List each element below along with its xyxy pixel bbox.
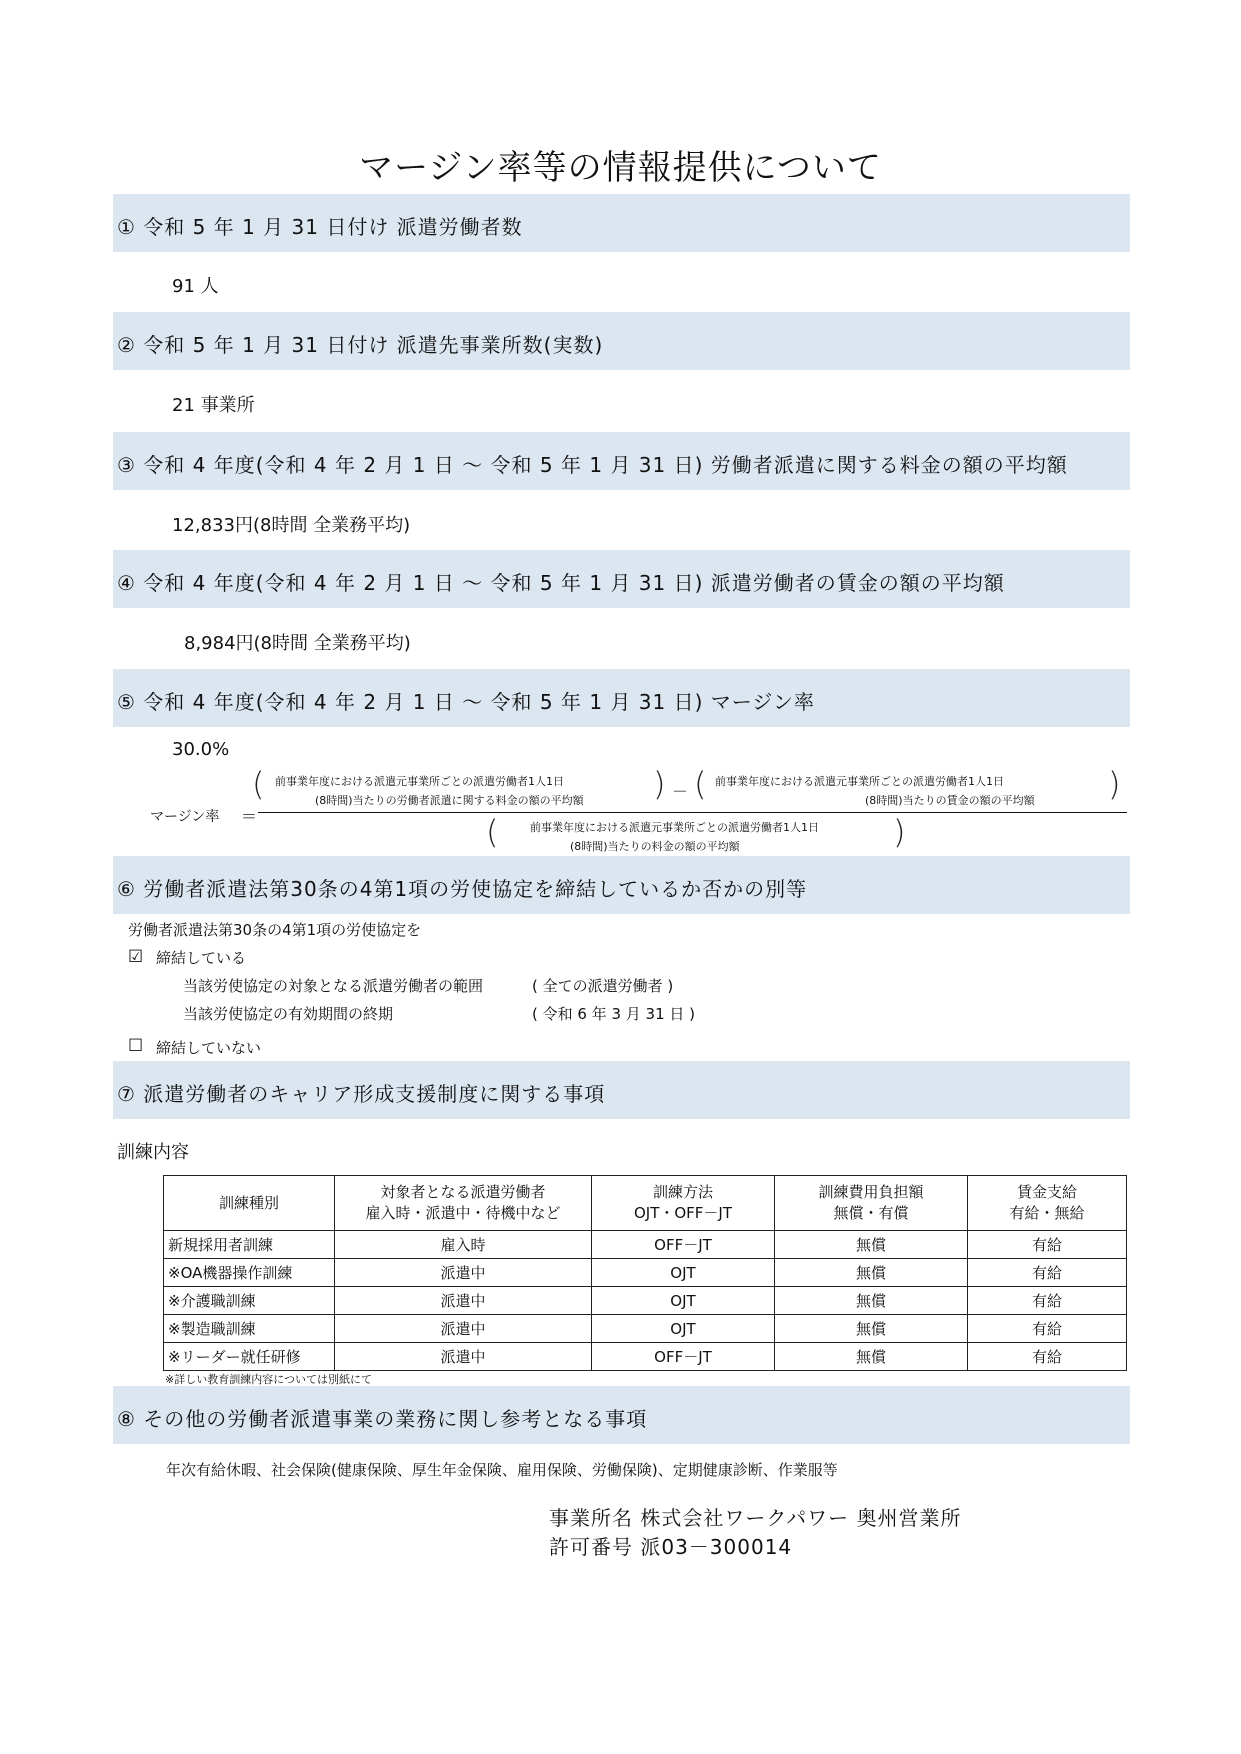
formula-equals: ＝ [241,807,258,826]
table-row [164,1231,1127,1259]
section-6-heading: ⑥ 労働者派遣法第30条の4第1項の労使協定を締結しているか否かの別等 [117,877,808,901]
section-3-heading: ③ 令和 4 年度(令和 4 年 2 月 1 日 ～ 令和 5 年 1 月 31 日) 労働者派遣に関する料金の額の平均額 [117,453,1068,477]
table-row [164,1315,1127,1343]
table-row [164,1343,1127,1371]
cell-cost: 無償 [775,1343,968,1371]
col-header-method: 訓練方法 OJT・OFF－JT [592,1176,775,1231]
section-5-heading: ⑤ 令和 4 年度(令和 4 年 2 月 1 日 ～ 令和 5 年 1 月 31 日) マージン率 [117,690,815,714]
cell-method: OJT [592,1259,775,1287]
cell-type: ※製造職訓練 [164,1315,335,1343]
formula-bracket-close-2: ) [1108,765,1121,803]
section-1-heading: ① 令和 5 年 1 月 31 日付け 派遣労働者数 [117,215,523,239]
cell-target: 派遣中 [335,1343,592,1371]
formula-denominator-line1: 前事業年度における派遣元事業所ごとの派遣労働者1人1日 [530,821,819,834]
cell-method: OJT [592,1287,775,1315]
section-8-heading: ⑧ その他の労働者派遣事業の業務に関し参考となる事項 [117,1407,648,1431]
agreement-intro: 労働者派遣法第30条の4第1項の労使協定を [128,921,422,939]
section-4-value: 8,984円(8時間 全業務平均) [184,633,411,654]
section-3-value: 12,833円(8時間 全業務平均) [172,515,411,536]
formula-bracket-open-2: ( [694,765,707,803]
section-4-heading: ④ 令和 4 年度(令和 4 年 2 月 1 日 ～ 令和 5 年 1 月 31 日) 派遣労働者の賃金の額の平均額 [117,571,1005,595]
cell-type: 新規採用者訓練 [164,1231,335,1259]
section-7-heading: ⑦ 派遣労働者のキャリア形成支援制度に関する事項 [117,1082,606,1106]
cell-cost: 無償 [775,1287,968,1315]
agreement-scope-value: ( 全ての派遣労働者 ) [532,977,674,995]
formula-bracket-close-1: ) [653,765,666,803]
col-header-type: 訓練種別 [164,1176,335,1231]
cell-method: OFF－JT [592,1231,775,1259]
cell-method: OFF－JT [592,1343,775,1371]
table-row [164,1259,1127,1287]
cell-wage: 有給 [968,1231,1127,1259]
cell-target: 雇入時 [335,1231,592,1259]
cell-wage: 有給 [968,1343,1127,1371]
formula-numerator-right-line1: 前事業年度における派遣元事業所ごとの派遣労働者1人1日 [715,775,1004,788]
formula-fraction-line [258,812,1127,813]
cell-cost: 無償 [775,1259,968,1287]
not-concluded-label: 締結していない [156,1039,262,1057]
license-number: 許可番号 派03－300014 [549,1535,793,1559]
formula-denominator-line2: (8時間)当たりの料金の額の平均額 [570,840,740,853]
formula-numerator-right-line2: (8時間)当たりの賃金の額の平均額 [865,794,1035,807]
col-header-cost: 訓練費用負担額 無償・有償 [775,1176,968,1231]
training-table-header [164,1176,1127,1231]
agreement-period-value: ( 令和 6 年 3 月 31 日 ) [532,1005,696,1023]
formula-minus: － [672,782,689,801]
section-2-heading: ② 令和 5 年 1 月 31 日付け 派遣先事業所数(実数) [117,333,604,357]
page-title: マージン率等の情報提供について [359,148,882,188]
agreement-scope-label: 当該労使協定の対象となる派遣労働者の範囲 [183,977,484,995]
section-1-value: 91 人 [172,276,219,297]
formula-label: マージン率 [150,809,220,825]
margin-rate-value: 30.0% [172,739,230,760]
concluded-checkbox[interactable]: ☑ [128,947,144,967]
formula-bracket-close-3: ) [893,813,906,851]
concluded-label: 締結している [156,949,247,967]
cell-cost: 無償 [775,1231,968,1259]
cell-type: ※OA機器操作訓練 [164,1259,335,1287]
formula-numerator-left-line1: 前事業年度における派遣元事業所ごとの派遣労働者1人1日 [275,775,564,788]
col-header-wage: 賃金支給 有給・無給 [968,1176,1127,1231]
not-concluded-checkbox[interactable]: ☐ [128,1036,144,1056]
cell-type: ※介護職訓練 [164,1287,335,1315]
table-row [164,1287,1127,1315]
cell-cost: 無償 [775,1315,968,1343]
training-note: ※詳しい教育訓練内容については別紙にて [165,1373,372,1386]
formula-bracket-open-3: ( [486,813,499,851]
cell-wage: 有給 [968,1287,1127,1315]
office-name: 事業所名 株式会社ワークパワー 奥州営業所 [549,1506,962,1530]
cell-method: OJT [592,1315,775,1343]
cell-wage: 有給 [968,1259,1127,1287]
formula-numerator-left-line2: (8時間)当たりの労働者派遣に関する料金の額の平均額 [315,794,584,807]
cell-target: 派遣中 [335,1315,592,1343]
cell-target: 派遣中 [335,1287,592,1315]
cell-wage: 有給 [968,1315,1127,1343]
agreement-period-label: 当該労使協定の有効期間の終期 [183,1005,394,1023]
formula-bracket-open-1: ( [252,765,265,803]
section-2-value: 21 事業所 [172,395,255,416]
training-heading: 訓練内容 [117,1142,189,1163]
training-table [163,1175,1127,1371]
section-8-value: 年次有給休暇、社会保険(健康保険、厚生年金保険、雇用保険、労働保険)、定期健康診断、作業服等 [166,1461,838,1479]
cell-target: 派遣中 [335,1259,592,1287]
col-header-target: 対象者となる派遣労働者 雇入時・派遣中・待機中など [335,1176,592,1231]
cell-type: ※リーダー就任研修 [164,1343,335,1371]
